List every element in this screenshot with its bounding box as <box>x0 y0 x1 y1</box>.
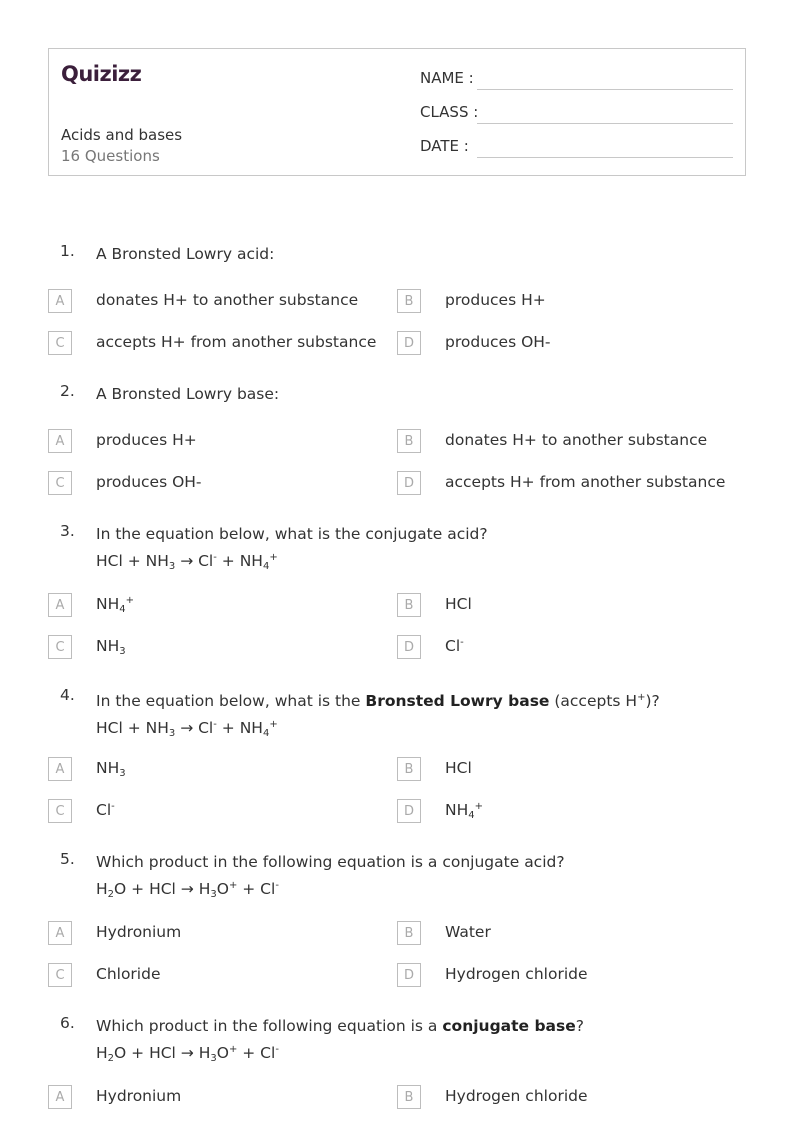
option-letter: C <box>48 635 72 659</box>
option-b[interactable] <box>397 429 737 453</box>
option-c[interactable] <box>48 471 388 495</box>
option-letter: A <box>48 757 72 781</box>
option-letter: D <box>397 799 421 823</box>
option-c[interactable] <box>48 331 388 355</box>
option-text: donates H+ to another substance <box>96 291 359 309</box>
option-text: $NH_4^+$ <box>445 801 484 821</box>
quiz-title: Acids and bases <box>61 126 183 144</box>
option-letter: C <box>48 799 72 823</box>
option-text: donates H+ to another substance <box>445 431 708 449</box>
option-letter: D <box>397 471 421 495</box>
option-letter: A <box>48 921 72 945</box>
question-number: 4. <box>60 686 75 704</box>
option-letter: C <box>48 471 72 495</box>
question-text <box>96 1014 736 1071</box>
option-letter: A <box>48 429 72 453</box>
option-letter: B <box>397 921 421 945</box>
option-letter: D <box>397 635 421 659</box>
option-text: Cl- <box>96 801 115 819</box>
option-a[interactable] <box>48 757 388 781</box>
option-d[interactable] <box>397 471 737 495</box>
option-d[interactable] <box>397 799 737 823</box>
option-text: Hydrogen chloride <box>445 1087 588 1105</box>
option-letter: A <box>48 593 72 617</box>
class-label: CLASS : <box>420 103 479 121</box>
option-text: HCl <box>445 759 472 777</box>
option-letter: B <box>397 289 421 313</box>
equation: HCl + $NH_3 \to Cl^- + NH_4^+$ <box>96 719 278 739</box>
option-letter: B <box>397 1085 421 1109</box>
option-b[interactable] <box>397 593 737 617</box>
question-prompt: In the equation below, what is the Bronsted Lowry base (accepts H+)? <box>96 692 660 710</box>
option-a[interactable] <box>48 1085 388 1109</box>
question-prompt: Which product in the following equation is a conjugate acid? <box>96 853 565 871</box>
option-d[interactable] <box>397 331 737 355</box>
date-field[interactable] <box>477 157 733 158</box>
option-a[interactable] <box>48 593 388 617</box>
option-b[interactable] <box>397 757 737 781</box>
option-letter: A <box>48 289 72 313</box>
option-text: $NH_3$ <box>96 637 126 657</box>
question-text: A Bronsted Lowry acid: <box>96 245 275 263</box>
option-text: Hydronium <box>96 923 182 941</box>
question-number: 6. <box>60 1014 75 1032</box>
option-letter: C <box>48 963 72 987</box>
question-count: 16 Questions <box>61 147 160 165</box>
option-text: produces H+ <box>96 431 197 449</box>
option-letter: B <box>397 429 421 453</box>
svg-text:Quizizz: Quizizz <box>61 62 142 86</box>
option-text: $NH_4^+$ <box>96 595 135 615</box>
option-b[interactable] <box>397 289 737 313</box>
option-text: Hydronium <box>96 1087 182 1105</box>
option-c[interactable] <box>48 799 388 823</box>
quizizz-logo <box>61 59 153 87</box>
option-b[interactable] <box>397 1085 737 1109</box>
question-prompt: Which product in the following equation is a conjugate base? <box>96 1017 584 1035</box>
option-text: accepts H+ from another substance <box>96 333 377 351</box>
option-letter: B <box>397 593 421 617</box>
option-letter: D <box>397 331 421 355</box>
option-a[interactable] <box>48 289 388 313</box>
option-d[interactable] <box>397 963 737 987</box>
class-field[interactable] <box>477 123 733 124</box>
option-text: produces OH- <box>96 473 202 491</box>
option-text: produces OH- <box>445 333 551 351</box>
option-text: Hydrogen chloride <box>445 965 588 983</box>
option-a[interactable] <box>48 921 388 945</box>
option-b[interactable] <box>397 921 737 945</box>
option-text: $NH_3$ <box>96 759 126 779</box>
equation: HCl + $NH_3 \to Cl^- + NH_4^+$ <box>96 552 278 572</box>
question-text <box>96 686 736 746</box>
option-d[interactable] <box>397 635 737 659</box>
option-text: accepts H+ from another substance <box>445 473 726 491</box>
question-prompt: In the equation below, what is the conjugate acid? <box>96 525 488 543</box>
equation: $H_2O$ + HCl → $H_3O^+ + Cl^-$ <box>96 1044 279 1064</box>
question-number: 2. <box>60 382 75 400</box>
option-text: HCl <box>445 595 472 613</box>
question-text <box>96 522 736 579</box>
question-text <box>96 850 736 907</box>
worksheet-header <box>48 48 746 176</box>
option-text: Water <box>445 923 491 941</box>
question-number: 5. <box>60 850 75 868</box>
date-label: DATE : <box>420 137 469 155</box>
option-text: produces H+ <box>445 291 546 309</box>
name-field[interactable] <box>477 89 733 90</box>
option-letter: B <box>397 757 421 781</box>
option-letter: D <box>397 963 421 987</box>
option-c[interactable] <box>48 963 388 987</box>
option-text: Cl- <box>445 637 464 655</box>
option-c[interactable] <box>48 635 388 659</box>
question-number: 3. <box>60 522 75 540</box>
question-number: 1. <box>60 242 75 260</box>
option-letter: C <box>48 331 72 355</box>
equation: $H_2O$ + HCl → $H_3O^+ + Cl^-$ <box>96 880 279 900</box>
option-a[interactable] <box>48 429 388 453</box>
question-text: A Bronsted Lowry base: <box>96 385 280 403</box>
name-label: NAME : <box>420 69 474 87</box>
option-letter: A <box>48 1085 72 1109</box>
option-text: Chloride <box>96 965 161 983</box>
